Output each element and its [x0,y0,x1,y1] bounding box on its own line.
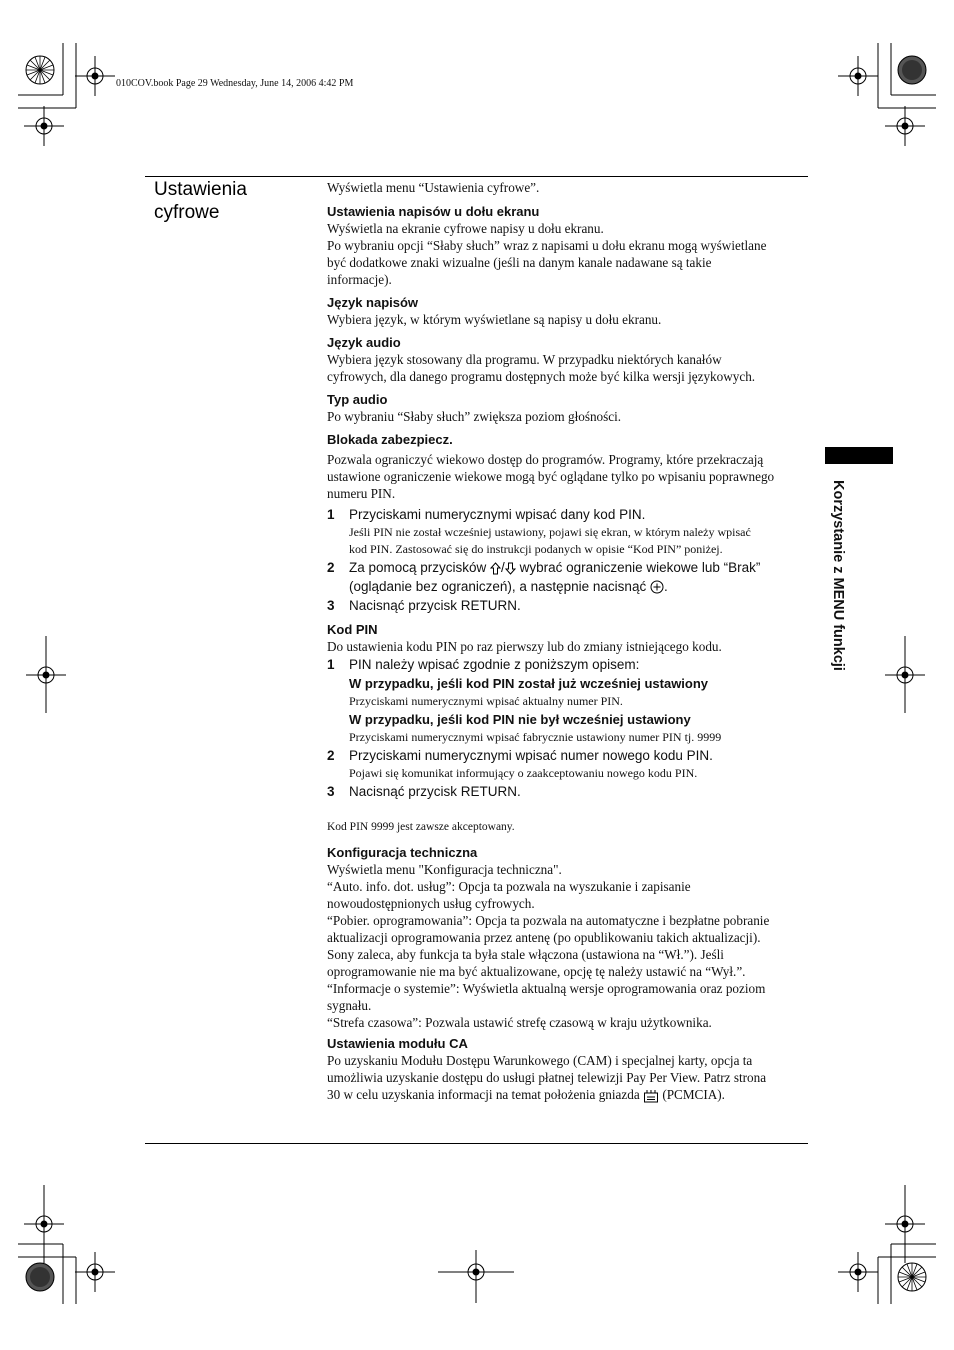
pin-step-3: 3 Nacisnąć przycisk RETURN. [327,784,521,799]
side-tab-label: Korzystanie z MENU funkcji [830,480,846,671]
subtitles-line: być dodatkowe znaki wizualne (jeśli na danym kanale nadawane są takie [327,255,712,270]
parental-line: ustawione ograniczenie wiekowe mogą być oglądane tylko po wpisaniu poprawnego [327,469,775,484]
tech-line: Sony zaleca, aby funkcja ta była stale włączona (ustawiona na “Wł.”). Jeśli [327,947,724,962]
content-column [327,179,809,1103]
ca-line: Po uzyskaniu Modułu Dostępu Warunkowego (CAM) i specjalnej karty, opcja ta [327,1053,753,1068]
parental-step-1-note: Jeśli PIN nie został wcześniej ustawiony, pojawi się ekran, w którym należy wpisać kod PIN. Zastosować się do instrukcji podanych w opisie “Kod PIN” poniżej. [349,525,751,556]
pin-case-1-text: Przyciskami numerycznymi wpisać aktualny numer PIN. [349,694,623,708]
section-title: Ustawienia cyfrowe [154,179,247,223]
pin-footnote: Kod PIN 9999 jest zawsze akceptowany. [327,821,515,833]
audio-lang-line: cyfrowych, dla danego programu dostępnych może być kilka wersji językowych. [327,369,756,384]
ca-line: 30 w celu uzyskania informacji na temat położenia gniazda (PCMCIA). [327,1087,725,1102]
side-tab-marker [825,447,893,464]
subtitles-line: Wyświetla na ekranie cyfrowe napisy u dołu ekranu. [327,221,604,236]
pin-case-2-text: Przyciskami numerycznymi wpisać fabrycznie ustawiony numer PIN tj. 9999 [349,730,722,744]
tech-line: nowoudostępnionych usług cyfrowych. [327,896,535,911]
audio-lang-line: Wybiera język stosowany dla programu. W przypadku niektórych kanałów [327,352,722,367]
pcmcia-slot-icon [643,1089,659,1103]
parental-step-1: 1 Przyciskami numerycznymi wpisać dany kod PIN. [327,507,646,522]
tech-heading: Konfiguracja techniczna [327,845,478,860]
subtitle-lang-heading: Język napisów [327,295,419,310]
tech-line: “Auto. info. dot. usług”: Opcja ta pozwala na wyszukanie i zapisanie [327,879,691,894]
pin-line: Do ustawienia kodu PIN po raz pierwszy lub do zmiany istniejącego kodu. [327,639,722,654]
tech-line: sygnału. [327,998,372,1013]
audio-type-heading: Typ audio [327,392,388,407]
intro-text: Wyświetla menu “Ustawienia cyfrowe”. [327,180,540,195]
tech-line: oprogramowanie nie ma być aktualizowane, opcję tę należy ustawić na “Wył.”. [327,964,746,979]
subtitles-line: Po wybraniu opcji “Słaby słuch” wraz z napisami u dołu ekranu mogą wyświetlane [327,238,767,253]
ca-line: umożliwia uzyskanie dostępu do usługi płatnej telewizji Pay Per View. Patrz strona [327,1070,767,1085]
print-header: 010COV.book Page 29 Wednesday, June 14, 2006 4:42 PM [116,78,354,89]
parental-heading: Blokada zabezpiecz. [327,432,453,447]
parental-step-3: 3 Nacisnąć przycisk RETURN. [327,598,521,613]
ca-heading: Ustawienia modułu CA [327,1036,468,1051]
subtitles-line: informacje). [327,272,392,287]
audio-type-line: Po wybraniu “Słaby słuch” zwiększa poziom głośności. [327,409,622,424]
tech-line: Wyświetla menu "Konfiguracja techniczna". [327,862,562,877]
pin-heading: Kod PIN [327,622,378,637]
tech-line: “Strefa czasowa”: Pozwala ustawić strefę czasową w kraju użytkownika. [327,1015,712,1030]
audio-lang-heading: Język audio [327,335,401,350]
pin-step-1: 1 PIN należy wpisać zgodnie z poniższym opisem: [327,657,640,672]
subtitles-heading: Ustawienia napisów u dołu ekranu [327,204,540,219]
pin-case-2-heading: W przypadku, jeśli kod PIN nie był wcześniej ustawiony [349,712,691,727]
tech-line: “Informacje o systemie”: Wyświetla aktualną wersje oprogramowania oraz poziom [327,981,766,996]
tech-line: “Pobier. oprogramowania”: Opcja ta pozwala na automatyczne i bezpłatne pobranie [327,913,770,928]
tech-line: aktualizacji oprogramowania przez antenę (po opublikowaniu takich aktualizacji). [327,930,761,945]
parental-line: numeru PIN. [327,486,396,501]
parental-step-2: 2 Za pomocą przycisków / wybrać ograniczenie wiekowe lub “Brak” (oglądanie bez ograniczeń), a następnie nacisnąć . [327,560,761,594]
parental-line: Pozwala ograniczyć wiekowo dostęp do programów. Programy, które przekraczają [327,452,764,467]
pin-step-2-note: Pojawi się komunikat informujący o zaakceptowaniu nowego kodu PIN. [349,766,698,780]
top-rule [145,176,808,177]
arrow-down-icon [505,562,516,575]
pin-step-2: 2 Przyciskami numerycznymi wpisać numer nowego kodu PIN. [327,748,713,763]
bottom-rule [145,1143,808,1144]
arrow-up-icon [490,562,501,575]
pin-case-1-heading: W przypadku, jeśli kod PIN został już wcześniej ustawiony [349,676,709,691]
ok-button-icon [650,580,664,594]
subtitle-lang-line: Wybiera język, w którym wyświetlane są napisy u dołu ekranu. [327,312,662,327]
